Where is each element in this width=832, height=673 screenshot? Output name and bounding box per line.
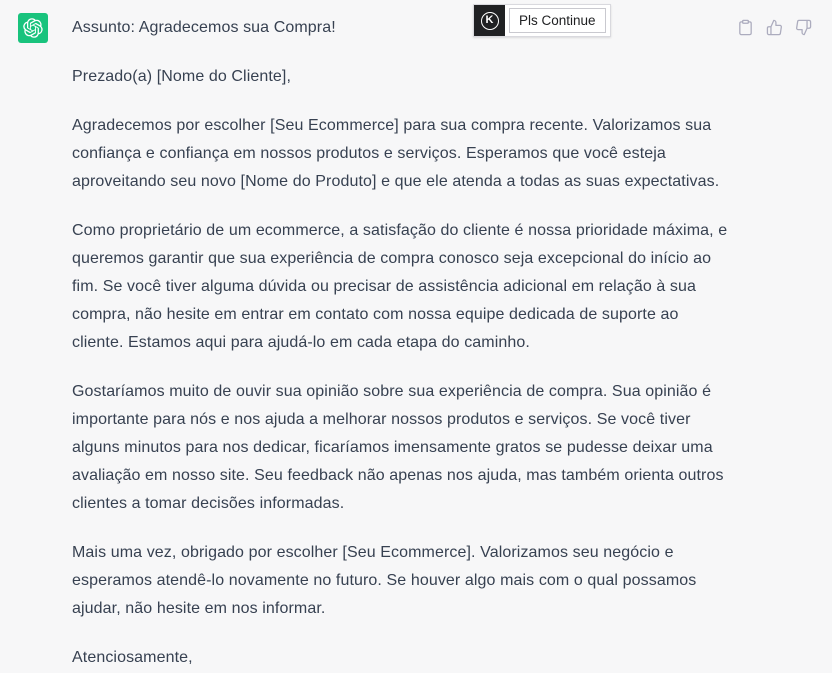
k-circle-icon: K xyxy=(481,12,499,30)
thumbs-up-icon xyxy=(766,19,783,36)
thumbs-down-icon xyxy=(795,19,812,36)
thumbs-down-button[interactable] xyxy=(795,19,812,36)
extension-badge[interactable] xyxy=(474,5,505,36)
message-actions xyxy=(737,19,812,36)
message-subject-line: Assunto: Agradecemos sua Compra! xyxy=(72,19,336,36)
copy-clipboard-icon xyxy=(737,19,754,36)
message-paragraph: Mais uma vez, obrigado por escolher [Seu Ecommerce]. Valorizamos seu negócio e esperamos atendê-lo novamente no futuro. Se houver algo mais com o qual possamos ajudar, não hesite em nos informar. xyxy=(72,544,697,617)
thumbs-up-button[interactable] xyxy=(766,19,783,36)
copy-button[interactable] xyxy=(737,19,754,36)
message-paragraph: Como proprietário de um ecommerce, a satisfação do cliente é nossa prioridade máxima, e queremos garantir que sua experiência de compra conosco seja excepcional do início ao fim. Se você tiver alguma dúvida ou precisar de assistência adicional em relação à sua compra, não hesite em entrar em contato com nossa equipe dedicada de suporte ao cliente. Estamos aqui para ajudá-lo em cada etapa do caminho. xyxy=(72,222,728,351)
message-paragraph: Prezado(a) [Nome do Cliente], xyxy=(72,68,292,85)
message-paragraph: Agradecemos por escolher [Seu Ecommerce] para sua compra recente. Valorizamos sua confiança e confiança em nossos produtos e serviços. Esperamos que você esteja aproveitando seu novo [Nome do Produto] e que ele atenda a todas as suas expectativas. xyxy=(72,117,720,190)
message-body xyxy=(72,0,732,672)
message-signoff: Atenciosamente, xyxy=(72,649,193,666)
pls-continue-button[interactable]: Pls Continue xyxy=(509,8,606,33)
message-paragraph: Gostaríamos muito de ouvir sua opinião sobre sua experiência de compra. Sua opinião é importante para nós e nos ajuda a melhorar nossos produtos e serviços. Se você tiver alguns minutos para nos dedicar, ficaríamos imensamente gratos se pudesse deixar uma avaliação em nosso site. Seu feedback não apenas nos ajuda, mas também orienta outros clientes a tomar decisões informadas. xyxy=(72,383,724,512)
extension-overlay xyxy=(473,4,611,37)
openai-logo-icon xyxy=(23,18,43,38)
chatgpt-avatar xyxy=(18,13,48,43)
